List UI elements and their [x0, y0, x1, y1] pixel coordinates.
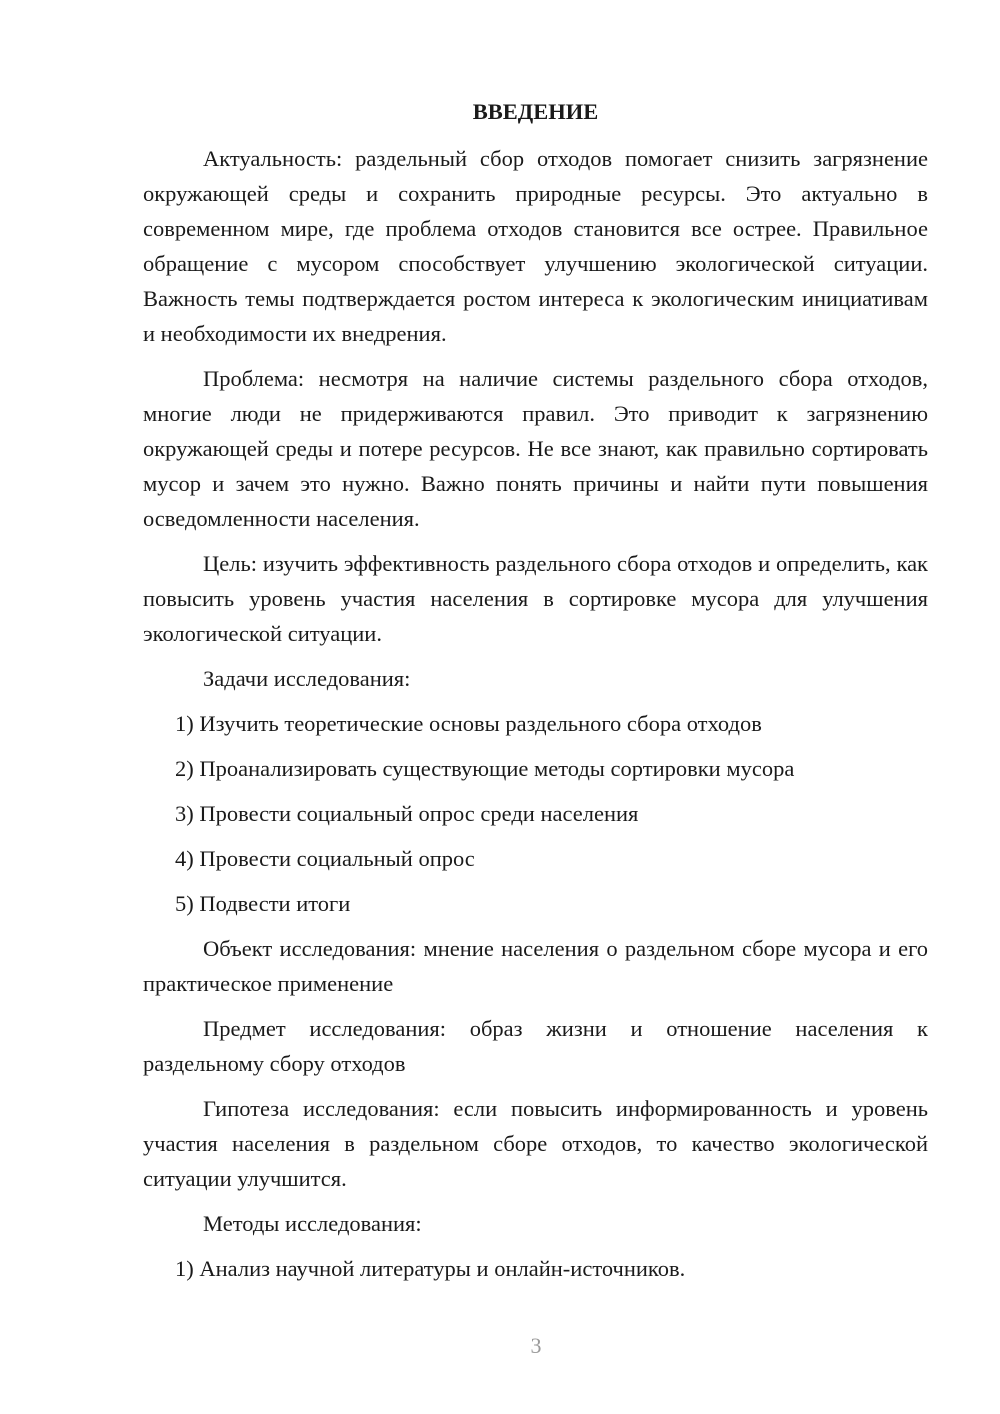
list-item: 4) Провести социальный опрос [175, 846, 475, 871]
tasks-list [143, 706, 928, 921]
list-item: 2) Проанализировать существующие методы сортировки мусора [175, 756, 795, 781]
methods-heading: Методы исследования: [203, 1211, 422, 1236]
hypothesis-paragraph: Гипотеза исследования: если повысить информированность и уровень участия населения в раздельном сборе отходов, то качество экологической ситуации улучшится. [143, 1096, 928, 1191]
list-item: 1) Изучить теоретические основы раздельного сбора отходов [175, 711, 762, 736]
methods-list [143, 1251, 928, 1286]
page-content [143, 94, 928, 1296]
page-title: ВВЕДЕНИЕ [472, 99, 599, 124]
subject-paragraph: Предмет исследования: образ жизни и отношение населения к раздельному сбору отходов [143, 1016, 928, 1076]
list-item: 1) Анализ научной литературы и онлайн-источников. [175, 1256, 686, 1281]
page-number: 3 [530, 1333, 542, 1358]
list-item: 3) Провести социальный опрос среди населения [175, 801, 639, 826]
object-paragraph: Объект исследования: мнение населения о раздельном сборе мусора и его практическое применение [143, 936, 928, 996]
tasks-heading: Задачи исследования: [203, 666, 411, 691]
relevance-paragraph: Актуальность: раздельный сбор отходов помогает снизить загрязнение окружающей среды и сохранить природные ресурсы. Это актуально в современном мире, где проблема отходов становится все острее. Правильное обращение с мусором способствует улучшению экологической ситуации. Важность темы подтверждается ростом интереса к экологическим инициативам и необходимости их внедрения. [143, 146, 928, 346]
list-item: 5) Подвести итоги [175, 891, 351, 916]
goal-paragraph: Цель: изучить эффективность раздельного сбора отходов и определить, как повысить уровень участия населения в сортировке мусора для улучшения экологической ситуации. [143, 551, 928, 646]
problem-paragraph: Проблема: несмотря на наличие системы раздельного сбора отходов, многие люди не придерживаются правил. Это приводит к загрязнению окружающей среды и потере ресурсов. Не все знают, как правильно сортировать мусор и зачем это нужно. Важно понять причины и найти пути повышения осведомленности населения. [143, 366, 928, 531]
